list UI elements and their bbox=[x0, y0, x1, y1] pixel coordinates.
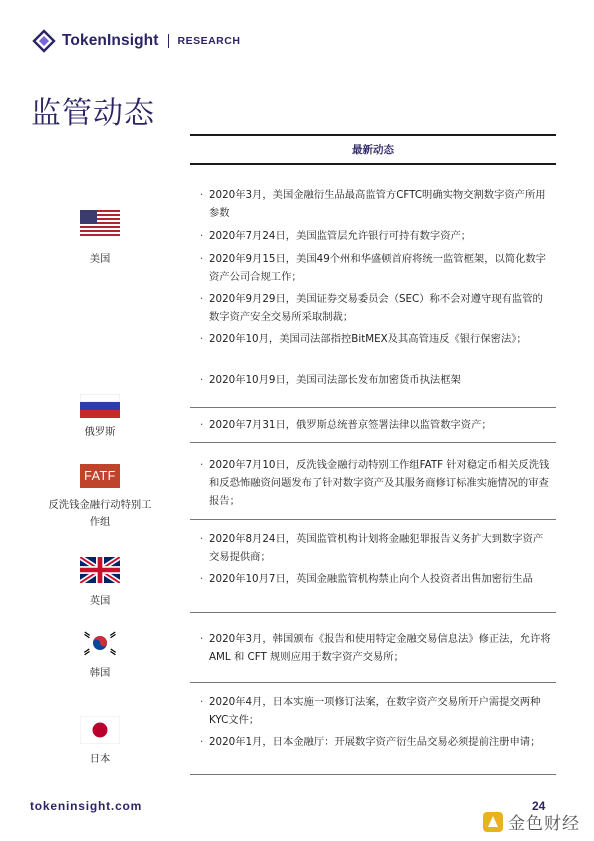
korea-flag-icon bbox=[80, 629, 120, 657]
brand-name: TokenInsight bbox=[62, 32, 159, 49]
news-text: 2020年8月24日，英国监管机构计划将金融犯罪报告义务扩大到数字资产交易提供商； bbox=[209, 533, 544, 563]
bullet: · bbox=[200, 573, 204, 585]
country-label-russia: 俄罗斯 bbox=[84, 426, 116, 438]
list-item bbox=[200, 733, 552, 751]
header-bottom-rule bbox=[190, 163, 556, 165]
news-text: 2020年3月，美国金融衍生品最高监管方CFTC明确实物交割数字资产所用参数 bbox=[209, 189, 546, 219]
bullet: · bbox=[200, 459, 204, 471]
list-item bbox=[200, 371, 552, 389]
news-text: 2020年4月，日本实施一项修订法案，在数字资产交易所开户需提交两种KYC文件； bbox=[209, 696, 541, 726]
country-label-us: 美国 bbox=[89, 253, 111, 265]
news-text: 2020年10月7日，英国金融监管机构禁止向个人投资者出售加密衍生品 bbox=[209, 573, 533, 585]
bullet: · bbox=[200, 736, 204, 748]
russia-flag-icon bbox=[80, 394, 120, 418]
list-item bbox=[200, 250, 552, 286]
news-text: 2020年10月9日，美国司法部长发布加密货币执法框架 bbox=[209, 374, 461, 386]
section-divider bbox=[190, 519, 556, 520]
fatf-logo bbox=[80, 464, 120, 488]
section-divider bbox=[190, 442, 556, 443]
news-text: 2020年9月29日，美国证券交易委员会（SEC）称不会对遵守现有监管的数字资产安全交易所采取制裁； bbox=[209, 293, 543, 323]
section-divider bbox=[190, 407, 556, 408]
table-bottom-rule bbox=[190, 774, 556, 775]
list-item bbox=[200, 227, 552, 245]
list-item bbox=[200, 570, 552, 588]
column-header: 最新动态 bbox=[352, 144, 394, 156]
research-label: RESEARCH bbox=[177, 35, 241, 47]
bullet: · bbox=[200, 293, 204, 305]
news-text: 2020年9月15日，美国49个州和华盛顿首府将统一监管框架，以简化数字资产公司合规工作； bbox=[209, 253, 546, 283]
list-item bbox=[200, 290, 552, 326]
news-text: 2020年7月31日，俄罗斯总统普京签署法律以监管数字资产； bbox=[209, 419, 492, 431]
corner-watermark bbox=[482, 809, 580, 834]
list-item bbox=[200, 530, 552, 566]
page-number: 24 bbox=[532, 799, 546, 813]
bullet: · bbox=[200, 230, 204, 242]
tokeninsight-logo-icon bbox=[32, 29, 56, 53]
section-divider bbox=[190, 612, 556, 613]
bullet: · bbox=[200, 333, 204, 345]
bullet: · bbox=[200, 374, 204, 386]
news-text: 2020年7月10日，反洗钱金融行动特别工作组FATF 针对稳定币相关反洗钱和反恐怖融资问题发布了针对数字资产及其服务商修订标准实施情况的审查报告； bbox=[209, 459, 550, 507]
list-item bbox=[200, 630, 552, 666]
bullet: · bbox=[200, 253, 204, 265]
news-text: 2020年10月，美国司法部指控BitMEX及其高管违反《银行保密法》； bbox=[209, 333, 527, 345]
uk-flag-icon bbox=[80, 557, 120, 583]
corner-logo-text: 金色财经 bbox=[508, 814, 580, 834]
us-flag-icon bbox=[80, 210, 120, 236]
list-item bbox=[200, 416, 552, 434]
news-text: 2020年7月24日，美国监管层允许银行可持有数字资产； bbox=[209, 230, 472, 242]
list-item bbox=[200, 693, 552, 729]
country-label-korea: 韩国 bbox=[89, 667, 111, 679]
news-text: 2020年3月，韩国颁布《报告和使用特定金融交易信息法》修正法，允许将 AML 和 CFT 规则应用于数字资产交易所； bbox=[209, 633, 551, 663]
header bbox=[32, 28, 240, 54]
fatf-logo-text: FATF bbox=[84, 469, 116, 483]
country-label-japan: 日本 bbox=[89, 753, 111, 765]
country-label-fatf: 反洗钱金融行动特别工作组 bbox=[48, 499, 152, 528]
bullet: · bbox=[200, 419, 204, 431]
list-item bbox=[200, 186, 552, 222]
footer-url: tokeninsight.com bbox=[30, 799, 143, 813]
news-text: 2020年1月，日本金融厅：开展数字资产衍生品交易必须提前注册申请； bbox=[209, 736, 541, 748]
jinse-logo-icon bbox=[482, 811, 504, 833]
japan-flag-icon bbox=[80, 716, 120, 744]
list-item bbox=[200, 330, 552, 348]
bullet: · bbox=[200, 189, 204, 201]
bullet: · bbox=[200, 696, 204, 708]
bullet: · bbox=[200, 633, 204, 645]
list-item bbox=[200, 456, 552, 510]
country-label-uk: 英国 bbox=[89, 595, 111, 607]
page-title: 监管动态 bbox=[31, 96, 155, 131]
section-divider bbox=[190, 682, 556, 683]
header-divider bbox=[168, 34, 169, 48]
bullet: · bbox=[200, 533, 204, 545]
